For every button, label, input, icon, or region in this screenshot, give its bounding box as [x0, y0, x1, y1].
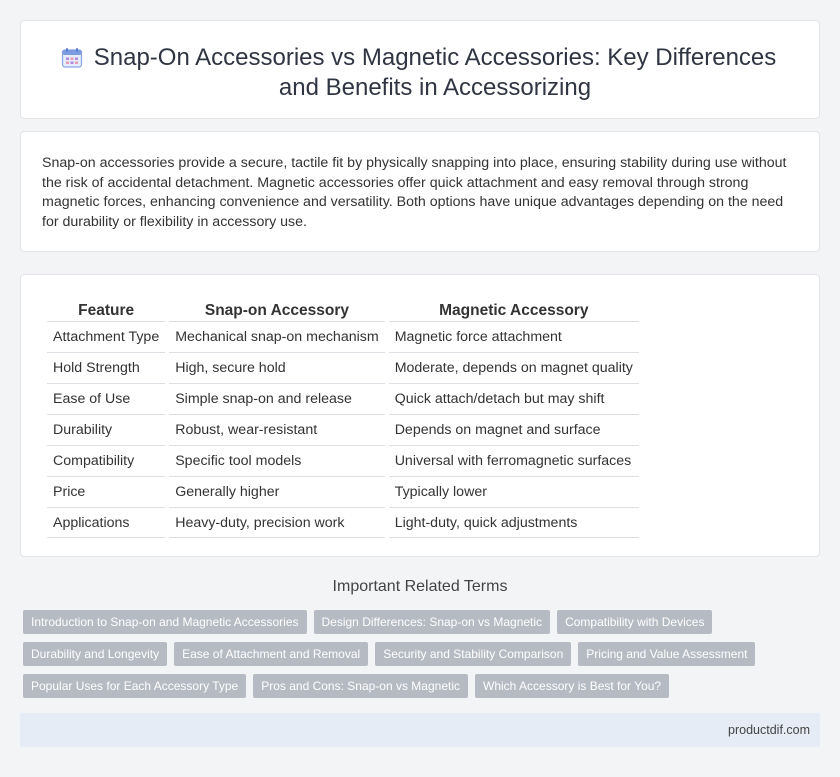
related-tag[interactable]: Popular Uses for Each Accessory Type	[23, 674, 246, 698]
cell-snap-on: Heavy-duty, precision work	[169, 507, 384, 538]
table-header-row	[47, 294, 639, 321]
header-snap-on: Snap-on Accessory	[204, 302, 350, 319]
cell-magnetic: Typically lower	[389, 476, 639, 507]
related-tag[interactable]: Introduction to Snap-on and Magnetic Accessories	[23, 610, 307, 634]
cell-magnetic: Quick attach/detach but may shift	[389, 383, 639, 414]
table-row	[47, 352, 639, 383]
related-tag[interactable]: Which Accessory is Best for You?	[475, 674, 669, 698]
cell-feature: Ease of Use	[47, 383, 165, 414]
cell-magnetic: Light-duty, quick adjustments	[389, 507, 639, 538]
cell-feature: Compatibility	[47, 445, 165, 476]
cell-magnetic: Magnetic force attachment	[389, 321, 639, 352]
intro-paragraph: Snap-on accessories provide a secure, tactile fit by physically snapping into place, ensuring stability during use without the risk of accidental detachment. Magnetic accessories offer quick attachment and easy removal through strong magnetic forces, enhancing convenience and versatility. Both options have unique advantages depending on the need for durability or flexibility in accessory use.	[42, 155, 787, 230]
related-tag[interactable]: Ease of Attachment and Removal	[174, 642, 368, 666]
page-title: Snap-On Accessories vs Magnetic Accessories: Key Differences and Benefits in Accessorizing	[93, 44, 777, 101]
footer-site-link[interactable]: productdif.com	[728, 723, 810, 737]
related-tag[interactable]: Pricing and Value Assessment	[578, 642, 755, 666]
cell-feature: Attachment Type	[47, 321, 165, 352]
cell-feature: Hold Strength	[47, 352, 165, 383]
cell-snap-on: Simple snap-on and release	[169, 383, 384, 414]
related-terms-list	[23, 610, 803, 698]
comparison-table	[43, 294, 643, 538]
cell-snap-on: Specific tool models	[169, 445, 384, 476]
header-magnetic: Magnetic Accessory	[439, 302, 589, 319]
table-row	[47, 476, 639, 507]
cell-snap-on: Generally higher	[169, 476, 384, 507]
comparison-card	[20, 274, 820, 557]
cell-snap-on: Robust, wear-resistant	[169, 414, 384, 445]
related-terms-heading: Important Related Terms	[332, 578, 508, 595]
header-feature: Feature	[78, 302, 135, 319]
intro-card	[20, 131, 820, 252]
related-tag[interactable]: Security and Stability Comparison	[375, 642, 571, 666]
table-row	[47, 414, 639, 445]
related-tag[interactable]: Design Differences: Snap-on vs Magnetic	[314, 610, 551, 634]
related-tag[interactable]: Durability and Longevity	[23, 642, 167, 666]
cell-feature: Applications	[47, 507, 165, 538]
footer	[20, 713, 820, 747]
cell-feature: Price	[47, 476, 165, 507]
cell-snap-on: Mechanical snap-on mechanism	[169, 321, 384, 352]
table-row	[47, 507, 639, 538]
cell-magnetic: Universal with ferromagnetic surfaces	[389, 445, 639, 476]
cell-feature: Durability	[47, 414, 165, 445]
related-tag[interactable]: Compatibility with Devices	[557, 610, 712, 634]
table-row	[47, 321, 639, 352]
cell-magnetic: Moderate, depends on magnet quality	[389, 352, 639, 383]
table-row	[47, 383, 639, 414]
cell-magnetic: Depends on magnet and surface	[389, 414, 639, 445]
related-tag[interactable]: Pros and Cons: Snap-on vs Magnetic	[253, 674, 468, 698]
table-row	[47, 445, 639, 476]
title-card	[20, 20, 820, 119]
cell-snap-on: High, secure hold	[169, 352, 384, 383]
